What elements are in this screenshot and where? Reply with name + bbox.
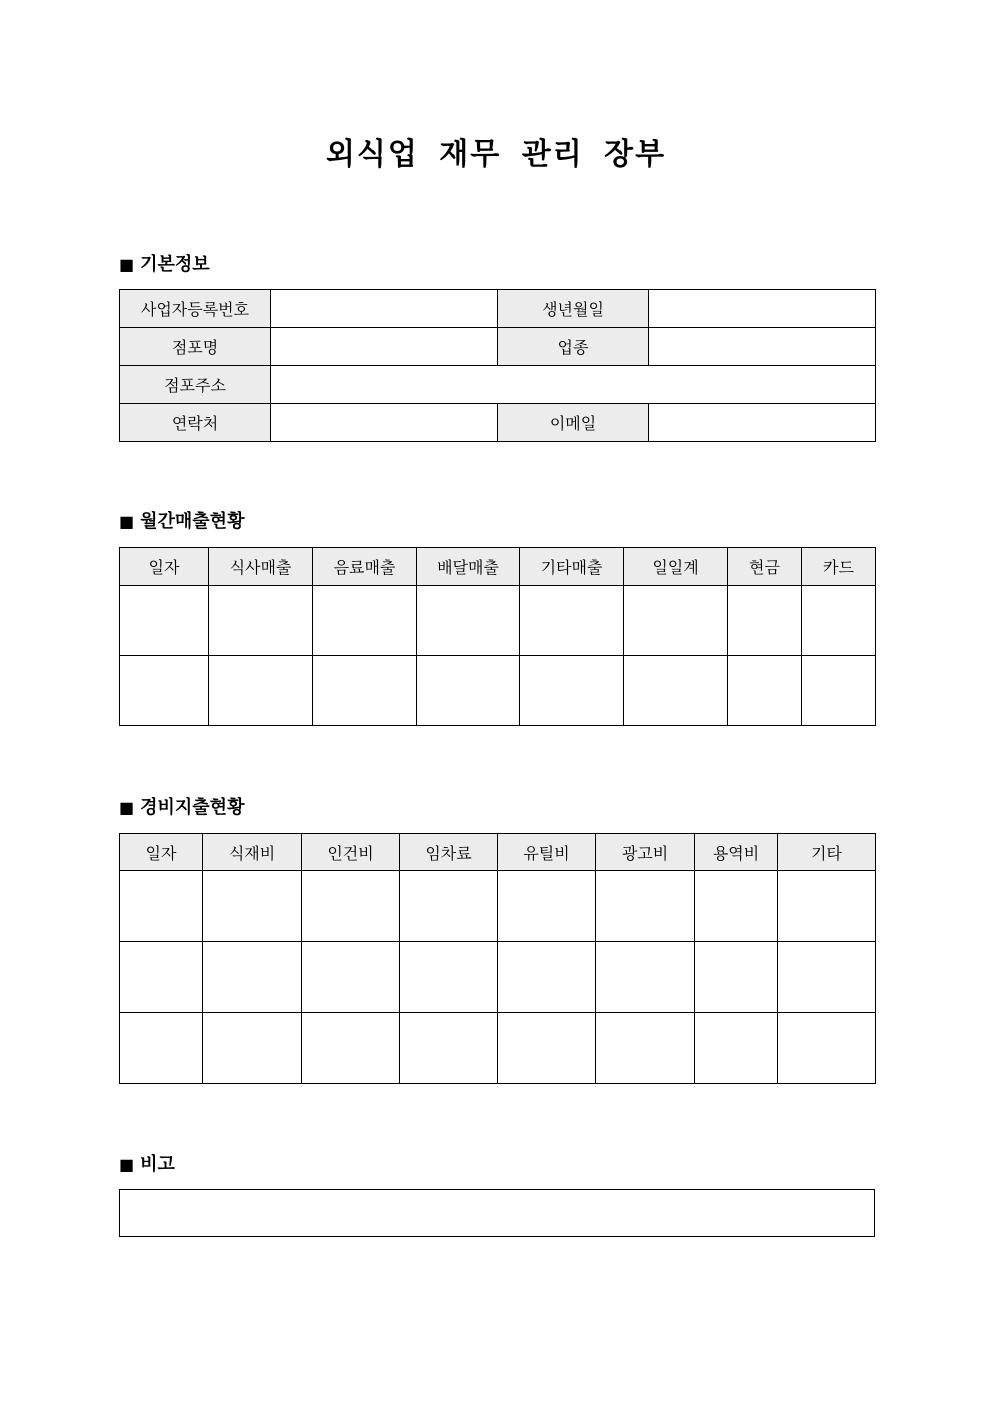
expenses-heading-label: 경비지출현황 <box>140 797 245 818</box>
table-row <box>120 1013 876 1084</box>
table-cell[interactable] <box>802 586 876 656</box>
table-cell[interactable] <box>417 656 520 726</box>
contact-label: 연락처 <box>120 404 271 442</box>
column-header-rent: 임차료 <box>400 834 498 871</box>
table-cell[interactable] <box>695 871 778 942</box>
square-bullet-icon: ■ <box>119 512 135 531</box>
table-cell[interactable] <box>400 1013 498 1084</box>
expenses-heading <box>119 796 244 820</box>
remarks-heading-label: 비고 <box>140 1154 175 1175</box>
table-row <box>120 942 876 1013</box>
column-header-date: 일자 <box>120 834 203 871</box>
remarks-heading <box>119 1153 175 1177</box>
birth-date-field[interactable] <box>649 290 876 328</box>
monthly-sales-heading <box>119 510 244 534</box>
column-header-meal-sales: 식사매출 <box>209 548 313 586</box>
square-bullet-icon: ■ <box>119 255 135 274</box>
column-header-delivery-sales: 배달매출 <box>417 548 520 586</box>
monthly-sales-heading-label: 월간매출현황 <box>140 511 245 532</box>
column-header-advertising: 광고비 <box>596 834 695 871</box>
table-cell[interactable] <box>624 586 728 656</box>
table-cell[interactable] <box>695 1013 778 1084</box>
table-cell[interactable] <box>695 942 778 1013</box>
business-reg-number-label: 사업자등록번호 <box>120 290 271 328</box>
table-cell[interactable] <box>596 1013 695 1084</box>
table-cell[interactable] <box>400 871 498 942</box>
email-field[interactable] <box>649 404 876 442</box>
square-bullet-icon: ■ <box>119 798 135 817</box>
table-cell[interactable] <box>520 586 624 656</box>
birth-date-label: 생년월일 <box>498 290 649 328</box>
column-header-other: 기타 <box>778 834 876 871</box>
table-cell[interactable] <box>624 656 728 726</box>
column-header-food-cost: 식재비 <box>203 834 302 871</box>
expenses-table <box>119 833 876 1084</box>
table-cell[interactable] <box>120 1013 203 1084</box>
column-header-card: 카드 <box>802 548 876 586</box>
column-header-cash: 현금 <box>728 548 802 586</box>
table-row <box>120 586 876 656</box>
table-header-row <box>120 834 876 871</box>
table-cell[interactable] <box>596 942 695 1013</box>
store-name-label: 점포명 <box>120 328 271 366</box>
table-row <box>120 404 876 442</box>
table-cell[interactable] <box>209 656 313 726</box>
table-cell[interactable] <box>120 942 203 1013</box>
contact-field[interactable] <box>271 404 498 442</box>
table-cell[interactable] <box>728 656 802 726</box>
column-header-utilities: 유틸비 <box>498 834 596 871</box>
column-header-daily-total: 일일계 <box>624 548 728 586</box>
table-cell[interactable] <box>302 871 400 942</box>
basic-info-table <box>119 289 876 442</box>
column-header-labor-cost: 인건비 <box>302 834 400 871</box>
table-cell[interactable] <box>802 656 876 726</box>
table-row <box>120 871 876 942</box>
table-cell[interactable] <box>778 871 876 942</box>
table-cell[interactable] <box>120 586 209 656</box>
table-cell[interactable] <box>120 656 209 726</box>
table-row <box>120 328 876 366</box>
page-title: 외식업 재무 관리 장부 <box>325 137 667 172</box>
table-cell[interactable] <box>778 942 876 1013</box>
table-cell[interactable] <box>302 942 400 1013</box>
business-type-field[interactable] <box>649 328 876 366</box>
business-reg-number-field[interactable] <box>271 290 498 328</box>
remarks-field[interactable] <box>119 1189 875 1237</box>
table-cell[interactable] <box>120 871 203 942</box>
column-header-services: 용역비 <box>695 834 778 871</box>
table-cell[interactable] <box>596 871 695 942</box>
table-cell[interactable] <box>417 586 520 656</box>
column-header-beverage-sales: 음료매출 <box>313 548 417 586</box>
table-row <box>120 656 876 726</box>
basic-info-heading <box>119 253 210 277</box>
store-address-label: 점포주소 <box>120 366 271 404</box>
table-cell[interactable] <box>203 942 302 1013</box>
table-cell[interactable] <box>313 586 417 656</box>
table-row <box>120 290 876 328</box>
table-cell[interactable] <box>778 1013 876 1084</box>
table-header-row <box>120 548 876 586</box>
store-address-field[interactable] <box>271 366 876 404</box>
table-row <box>120 366 876 404</box>
business-type-label: 업종 <box>498 328 649 366</box>
table-cell[interactable] <box>302 1013 400 1084</box>
table-cell[interactable] <box>203 871 302 942</box>
table-cell[interactable] <box>728 586 802 656</box>
table-cell[interactable] <box>400 942 498 1013</box>
column-header-other-sales: 기타매출 <box>520 548 624 586</box>
table-cell[interactable] <box>203 1013 302 1084</box>
square-bullet-icon: ■ <box>119 1155 135 1174</box>
email-label: 이메일 <box>498 404 649 442</box>
table-cell[interactable] <box>498 1013 596 1084</box>
basic-info-heading-label: 기본정보 <box>140 254 210 275</box>
store-name-field[interactable] <box>271 328 498 366</box>
column-header-date: 일자 <box>120 548 209 586</box>
monthly-sales-table <box>119 547 876 726</box>
table-cell[interactable] <box>313 656 417 726</box>
table-cell[interactable] <box>520 656 624 726</box>
table-cell[interactable] <box>498 942 596 1013</box>
table-cell[interactable] <box>209 586 313 656</box>
table-cell[interactable] <box>498 871 596 942</box>
